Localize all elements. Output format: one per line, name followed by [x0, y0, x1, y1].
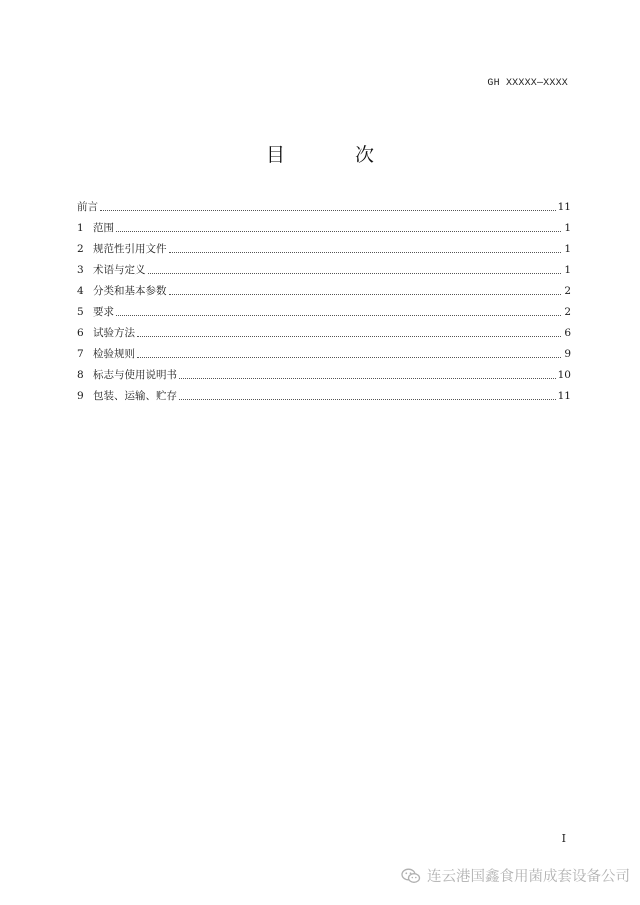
toc-entry-page: 9 [564, 348, 571, 360]
toc-entry[interactable] [77, 298, 571, 319]
toc-entry[interactable] [77, 382, 571, 403]
toc-leader-dots [116, 230, 561, 232]
toc-entry-number: 8 [77, 369, 84, 381]
toc-entry-page: 1 [564, 264, 571, 276]
toc-leader-dots [148, 272, 562, 274]
toc-entry[interactable] [77, 340, 571, 361]
toc-entry-page: 6 [564, 327, 571, 339]
toc-entry-page: 10 [557, 369, 571, 381]
toc-entry-number: 7 [77, 348, 84, 360]
toc-entry-number: 2 [77, 243, 84, 255]
table-of-contents [77, 193, 571, 403]
toc-entry-number: 9 [77, 390, 84, 402]
toc-entry-page: 1 [564, 222, 571, 234]
toc-leader-dots [100, 209, 556, 211]
document-code: GH XXXXX—XXXX [487, 78, 568, 89]
toc-entry-number: 5 [77, 306, 84, 318]
page-title: 目 次 [265, 144, 407, 166]
toc-entry-number: 3 [77, 264, 84, 276]
toc-entry[interactable] [77, 256, 571, 277]
toc-leader-dots [169, 251, 562, 253]
watermark [401, 865, 630, 886]
toc-leader-dots [169, 293, 562, 295]
toc-entry-label: 规范性引用文件 [93, 243, 167, 255]
toc-leader-dots [137, 356, 561, 358]
toc-entry[interactable] [77, 319, 571, 340]
toc-entry-number: 1 [77, 222, 84, 234]
toc-entry[interactable] [77, 361, 571, 382]
toc-entry-page: 2 [564, 285, 571, 297]
toc-entry[interactable] [77, 235, 571, 256]
toc-entry-label: 范围 [93, 222, 114, 234]
toc-entry-label: 标志与使用说明书 [93, 369, 177, 381]
toc-leader-dots [116, 314, 561, 316]
toc-entry-label: 检验规则 [93, 348, 135, 360]
toc-entry-number: 6 [77, 327, 84, 339]
toc-entry-number: 4 [77, 285, 84, 297]
toc-entry[interactable] [77, 277, 571, 298]
watermark-text: 连云港国鑫食用菌成套设备公司 [427, 869, 630, 885]
toc-entry-label: 前言 [77, 201, 98, 213]
toc-entry-page: 11 [557, 201, 571, 213]
toc-entry-label: 试验方法 [93, 327, 135, 339]
toc-leader-dots [179, 377, 556, 379]
wechat-icon [401, 868, 421, 884]
page-number: I [561, 832, 566, 845]
toc-entry-label: 包装、运输、贮存 [93, 390, 177, 402]
toc-entry-label: 分类和基本参数 [93, 285, 167, 297]
toc-entry-page: 1 [564, 243, 571, 255]
toc-entry[interactable] [77, 214, 571, 235]
toc-leader-dots [137, 335, 561, 337]
toc-entry-label: 术语与定义 [93, 264, 146, 276]
toc-leader-dots [179, 398, 556, 400]
toc-entry[interactable] [77, 193, 571, 214]
toc-entry-label: 要求 [93, 306, 114, 318]
toc-entry-page: 2 [564, 306, 571, 318]
toc-entry-page: 11 [557, 390, 571, 402]
